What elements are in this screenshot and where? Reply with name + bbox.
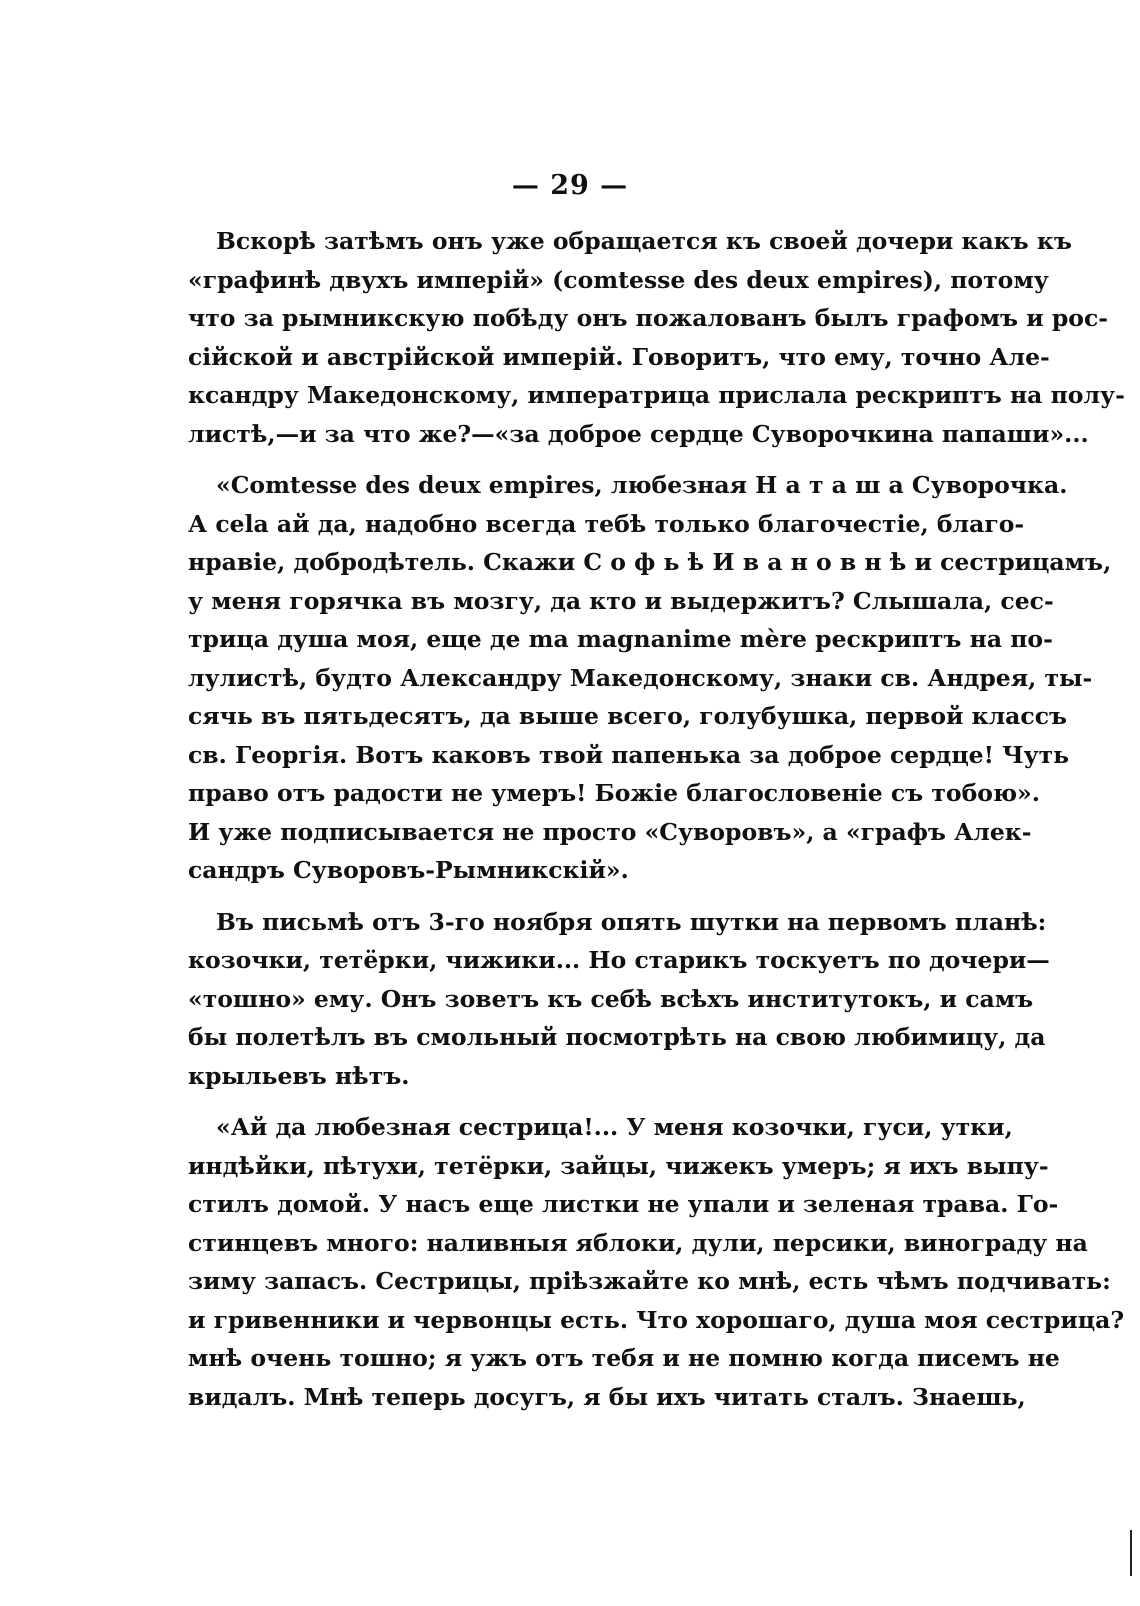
paragraph-3 (188, 903, 1050, 1096)
text-line: сійской и австрійской имперій. Говоритъ, что ему, точно Але- (188, 342, 1050, 371)
text-line: стинцевъ много: наливныя яблоки, дули, персики, винограду на (188, 1228, 1088, 1257)
scan-edge-mark (1130, 1530, 1132, 1576)
text-line: Вскорѣ затѣмъ онъ уже обращается къ своей дочери какъ къ (216, 227, 1072, 255)
text-line: и гривенники и червонцы есть. Что хорошаго, душа моя сестрица? (188, 1305, 1125, 1334)
text-line: видалъ. Мнѣ теперь досугъ, я бы ихъ читать сталъ. Знаешь, (188, 1382, 1026, 1411)
page-body (188, 222, 1125, 1429)
text-line: бы полетѣлъ въ смольный посмотрѣть на свою любимицу, да (188, 1023, 1046, 1051)
text-line: «Comtesse des deux empires, любезная Н а т а ш а Суворочка. (216, 471, 1068, 499)
text-line: «графинѣ двухъ имперій» (comtesse des deux empires), потому (188, 265, 1049, 294)
text-line: козочки, тетёрки, чижики... Но старикъ тоскуетъ по дочери— (188, 946, 1050, 974)
paragraph-1 (188, 222, 1125, 453)
text-line: Въ письмѣ отъ 3-го ноября опять шутки на первомъ планѣ: (216, 907, 1047, 936)
text-line: стилъ домой. У насъ еще листки не упали и зеленая трава. Го- (188, 1190, 1059, 1218)
text-line: «тошно» ему. Онъ зоветъ къ себѣ всѣхъ институтокъ, и самъ (188, 984, 1034, 1013)
paragraph-2 (188, 466, 1112, 890)
text-line: А cela ай да, надобно всегда тебѣ только благочестіе, благо- (188, 509, 1025, 538)
text-line: мнѣ очень тошно; я ужъ отъ тебя и не помню когда писемъ не (188, 1344, 1060, 1372)
text-line: «Ай да любезная сестрица!... У меня козочки, гуси, утки, (216, 1113, 1013, 1141)
text-line: сячь въ пятьдесятъ, да выше всего, голубушка, первой классъ (188, 702, 1068, 730)
text-line: у меня горячка въ мозгу, да кто и выдержитъ? Слышала, сес- (188, 586, 1054, 615)
text-line: лулистѣ, будто Александру Македонскому, знаки св. Андрея, ты- (188, 663, 1093, 692)
text-line: И уже подписывается не просто «Суворовъ», а «графъ Алек- (188, 817, 1032, 846)
text-line: зиму запасъ. Сестрицы, пріѣзжайте ко мнѣ, есть чѣмъ подчивать: (188, 1267, 1111, 1295)
paragraph-4 (188, 1108, 1125, 1416)
text-line: крыльевъ нѣтъ. (188, 1061, 410, 1090)
text-line: трица душа моя, еще де ma magnanime mère рескриптъ на по- (188, 625, 1053, 653)
text-line: ксандру Македонскому, императрица прислала рескриптъ на полу- (188, 381, 1125, 409)
text-line: св. Георгія. Вотъ каковъ твой папенька за доброе сердце! Чуть (188, 740, 1070, 769)
text-line: что за рымникскую побѣду онъ пожалованъ былъ графомъ и рос- (188, 304, 1109, 332)
page-number: — 29 — (511, 170, 629, 201)
text-line: сандръ Суворовъ-Рымникскій». (188, 856, 629, 884)
text-line: право отъ радости не умеръ! Божіе благословеніе съ тобою». (188, 779, 1040, 807)
text-line: нравіе, добродѣтель. Скажи С о ф ь ѣ И в а н о в н ѣ и сестрицамъ, (188, 548, 1112, 576)
text-line: индѣйки, пѣтухи, тетёрки, зайцы, чижекъ умеръ; я ихъ выпу- (188, 1151, 1049, 1180)
text-line: листѣ,—и за что же?—«за доброе сердце Суворочкина папаши»... (188, 419, 1089, 448)
